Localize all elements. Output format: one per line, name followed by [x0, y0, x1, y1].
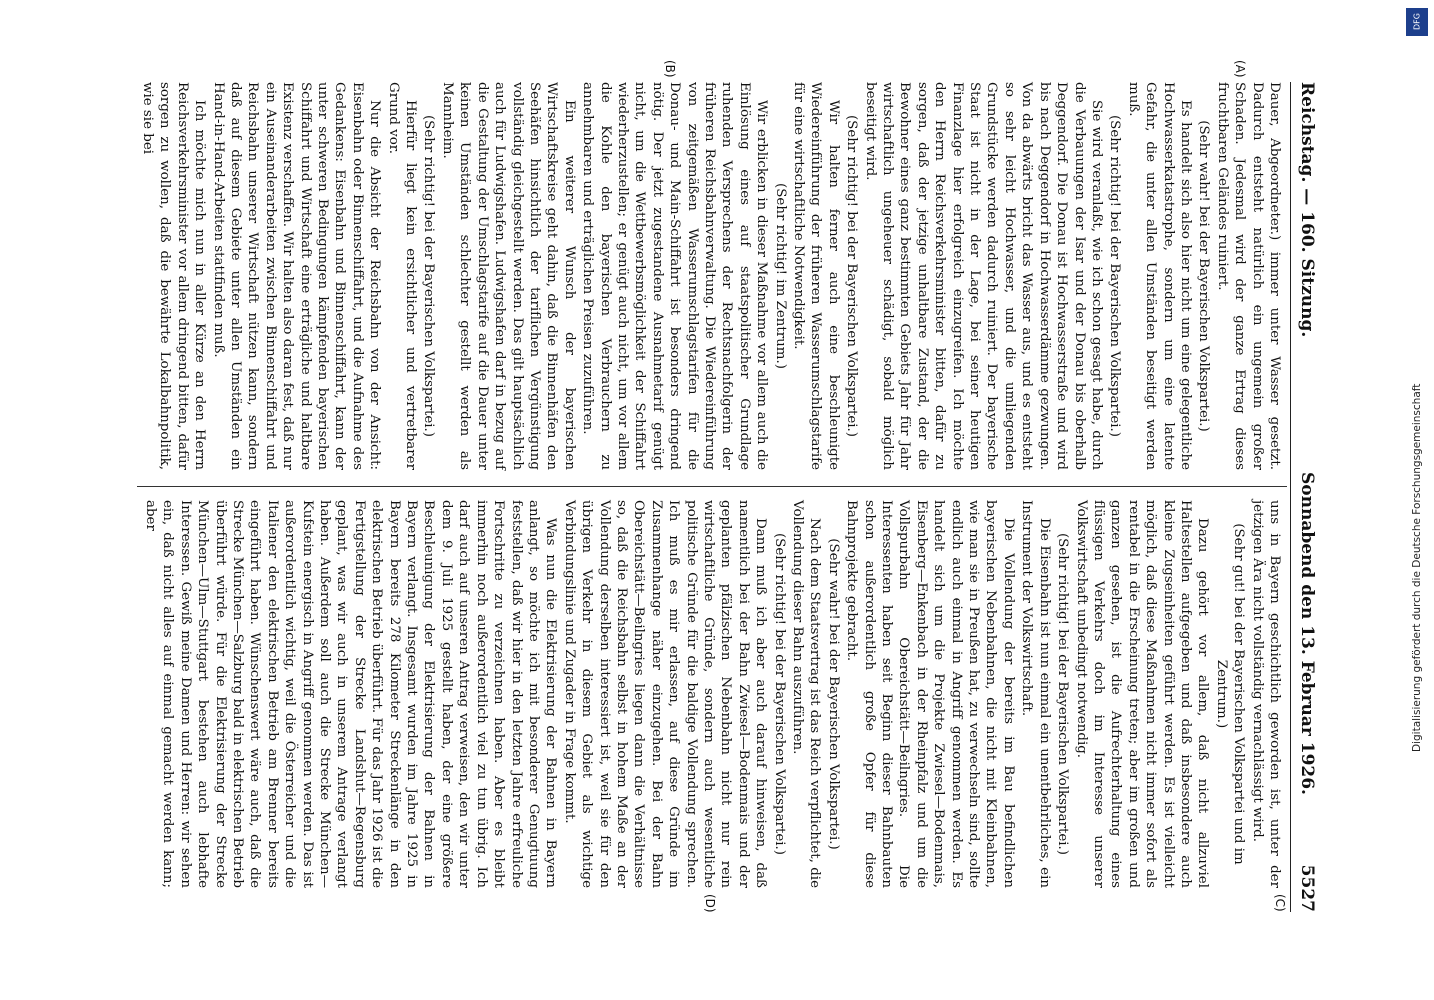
paragraph: Die Vollendung der bereits im Bau befindlichen bayerischen Nebenbahnen, die nicht mit Kleinbahnen, wie man sie in Preußen hat, zu verwechseln sind, sollte endlich auch einmal in Angriff genommen werden. Es handelt sich um die Projekte Zwiesel—Bodenmais, Eisenberg—Enkenbach in der Rheinpfalz und um die Vollspurbahn Obereichstätt—Beilngries. Die Interessenten haben seit Beginn dieser Bahnbauten schon außerordentlich große Opfer für diese Bahnprojekte gebracht. [844, 500, 1016, 888]
header-session: Reichstag. — 160. Sitzung. [1297, 82, 1317, 338]
rotated-page [132, 60, 1317, 913]
paragraph: Dazu gehört vor allem, daß nicht allzuviel Haltestellen aufgegeben und daß insbesondere auch kleine Zugseinheiten geführt werden. Es ist vielleicht möglich, daß diese Maßnahmen nicht immer sofort als rentabel in die Erscheinung treten; aber im großen und ganzen gesehen, ist die Aufrechterhaltung eines flüssigen Verkehrs doch im Interesse unserer Volkswirtschaft unbedingt notwendig. [1073, 500, 1211, 888]
page-number: 5527 [1297, 864, 1317, 912]
marker-c: (C) [1273, 894, 1287, 912]
paragraph: Nur die Absicht der Reichsbahn von der Ansicht: Eisenbahn oder Binnenschiffahrt, und die Aufnahme des Gedankens: Eisenbahn und Binnenschiffahrt, kann der unter schweren Bedingungen kämpfenden bayerischen Schiffahrt und Wirtschaft eine erträgliche und haltbare Existenz verschaffen. Wir halten also daran fest, daß nur ein Auseinanderarbeiten zwischen Binnenschiffahrt und Reichsbahn unserer Wirtschaft nützen kann, sondern daß auf diesem Gebiete unter allen Umständen ein Hand-in-Hand-Arbeiten stattfinden muß. [210, 82, 383, 470]
marker-d: (D) [703, 894, 717, 913]
paragraph: Was nun die Elektrisierung der Bahnen in Bayern anlangt, so möchte ich mit besonderer Genugtuung feststellen, daß wir hier in den letzten Jahre erfreuliche Fortschritte zu verzeichnen haben. Aber es bleibt immerhin noch außerordentlich viel zu tun übrig. Ich darf auch auf unseren Antrag verweisen, den wir unter dem 9. Juli 1925 gestellt haben, der eine größere Beschleunigung der Elektrisierung der Bahnen in Bayern verlangt. Insgesamt wurden im Jahre 1925 in Bayern bereits 278 Kilometer Streckenlänge in den elektrischen Betrieb überführt. Für das Jahr 1926 ist die Fertigstellung der Strecke Landshut—Regensburg geplant, was wir auch in unserem Antrage verlangt haben. Außerdem soll auch die Strecke München—Kufstein energisch in Angriff genommen werden. Das ist außerordentlich wichtig, weil die Österreicher und die Italiener den elektrischen Betrieb am Brenner bereits eingeführt haben. Wünschenswert wäre auch, daß die Strecke München—Salzburg bald in elektrischen Betrieb überführt würde. Für die Elektrisierung der Strecke München—Ulm—Stuttgart bestehen auch lebhafte Interessen. Gewiß meine Damen und Herren: wir sehen ein, daß nicht alles auf einmal gemacht werden kann; aber [143, 500, 559, 888]
header-rule [1290, 82, 1291, 912]
interjection: (Sehr richtig! bei der Bayerischen Volkspartei.) [1055, 532, 1071, 856]
marker-a: (A) [1233, 60, 1247, 78]
interjection: (Sehr wahr! bei der Bayerischen Volkspartei.) [1196, 120, 1212, 432]
column-divider [137, 486, 1287, 487]
interjection: (Sehr wahr! bei der Bayerischen Volkspartei.) [825, 538, 841, 850]
interjection: (Sehr richtig! im Zentrum.) [772, 183, 788, 369]
paragraph: uns in Bayern geschichtlich geworden ist, unter der jetzigen Ära nicht vollständig vernachlässigt wird. [1249, 500, 1282, 888]
paragraph: Nach dem Staatsvertrag ist das Reich verpflichtet, die Vollendung dieser Bahn auszuführen. [790, 500, 823, 888]
left-column [138, 82, 1283, 470]
paragraph: Dauer, Abgeordneter.) immer unter Wasser gesetzt. Dadurch entsteht natürlich ein ungemein großer Schaden. Jedesmal wird der ganze Ertrag dieses fruchtbaren Geländes ruiniert. [1214, 82, 1282, 470]
paragraph: Hierfür liegt kein ersichtlicher und vertretbarer Grund vor. [385, 82, 419, 470]
header-date: Sonnabend den 13. Februar 1926. [1297, 472, 1317, 795]
dfg-sidebar [1408, 8, 1426, 992]
interjection: (Sehr richtig! bei der Bayerischen Volkspartei.) [844, 114, 860, 438]
interjection: (Sehr richtig! bei der Bayerischen Volkspartei.) [771, 532, 787, 856]
paragraph: Wir halten ferner auch eine beschleunigte Wiedereinführung der früheren Wasserumschlagstarife für eine wirtschaftliche Notwendigkeit. [791, 82, 841, 470]
dfg-logo: DFG [1406, 8, 1428, 36]
paragraph: Es handelt sich also hier nicht um eine gelegentliche Hochwasserkatastrophe, sondern um eine latente Gefahr, die unter allen Umständen beseitigt werden muß. [1125, 82, 1193, 470]
interjection: (Sehr richtig! bei der Bayerischen Volkspartei.) [1107, 114, 1123, 438]
paragraph: Ich möchte mich nun in aller Kürze an den Herrn Reichsverkehrsminister vor allem dringend bitten, dafür sorgen zu wollen, daß die bewährte Lokalbahnpolitik, wie sie bei [140, 82, 208, 470]
paragraph: Wir erblicken in dieser Maßnahme vor allem auch die Einlösung eines auf staatspolitischer Grundlage ruhenden Versprechens der Rechtsnachfolgerin der früheren Reichsbahnverwaltung. Die Wiedereinführung von zeitgemäßen Wasserumschlagstarifen für die Donau- und Main-Schiffahrt ist besonders dringend nötig. Der jetzt zugestandene Ausnahmetarif genügt nicht, um die Wettbewerbsmöglichkeit der Schiffahrt wiederherzustellen; er genügt auch nicht, um vor allem die Kohle den bayerischen Verbrauchern zu annehmbaren und erträglichen Preisen zuzuführen. [580, 82, 770, 470]
paragraph: Sie wird veranlaßt, wie ich schon gesagt habe, durch die Verbauungen der Isar und der Donau bis oberhalb Deggendorf. Die Donau ist Hochwasserstraße und wird bis nach Deggendorf in Hochwasserdämme gezwungen. Von da abwärts bricht das Wasser aus, und es entsteht so sehr leicht Hochwasser, und die umliegenden Grundstücke werden dadurch ruiniert. Der bayerische Staat ist nicht in der Lage, bei seiner heutigen Finanzlage hier erfolgreich einzugreifen. Ich möchte den Herrn Reichsverkehrsminister bitten, dafür zu sorgen, daß der jetzige unhaltbare Zustand, der die Bewohner eines ganz bestimmten Gebiets Jahr für Jahr wirtschaftlich ungeheuer schädigt, sobald möglich beseitigt wird. [862, 82, 1104, 470]
interjection: (Sehr richtig! bei der Bayerischen Volkspartei.) [421, 114, 437, 438]
paragraph: Ein weiterer Wunsch der bayerischen Wirtschaftskreise geht dahin, daß die Binnenhäfen den Seehäfen hinsichtlich der tariflichen Vergünstigung vollständig gleichgestellt werden. Das gilt hauptsächlich auch für Ludwigshafen. Ludwigshafen darf in bezug auf die Gestaltung der Umschlagstarife auf die Dauer unter keinen Umständen schlechter gestellt werden als Mannheim. [439, 82, 577, 470]
dfg-note: Digitalisierung gefördert durch die Deutsche Forschungsgemeinschaft [1411, 383, 1423, 752]
page-header [1291, 82, 1317, 912]
paragraph: Die Eisenbahn ist nun einmal ein unentbehrliches, ein Instrument der Volkswirtschaft. [1019, 500, 1052, 888]
marker-b: (B) [663, 60, 677, 78]
interjection: (Sehr gut! bei der Bayerischen Volkspartei und im Zentrum.) [1213, 523, 1247, 865]
right-column [141, 500, 1283, 888]
paragraph: Dann muß ich aber auch darauf hinweisen, daß namentlich bei der Bahn Zwiesel—Bodenmais und der geplanten pfälzischen Nebenbahn nicht nur rein wirtschaftliche Gründe, sondern auch wesentliche politische Gründe für die baldige Vollendung sprechen. Ich muß es mir erlassen, auf diese Gründe im Zusammenhange näher einzugehen. Bei der Bahn Obereichstätt—Beilngries liegen dann die Verhältnisse so, daß die Reichsbahn selbst in hohem Maße an der Vollendung derselben interessiert ist, weil sie für den übrigen Verkehr in diesem Gebiet als wichtige Verbindungslinie und Zugader in Frage kommt. [561, 500, 769, 888]
